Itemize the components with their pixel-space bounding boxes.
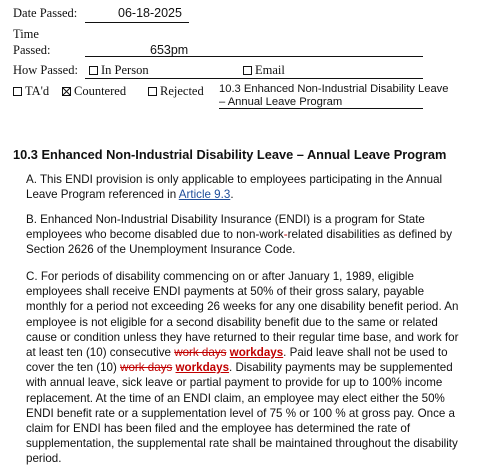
deleted-text: work days	[174, 346, 227, 360]
section-heading: 10.3 Enhanced Non-Industrial Disability Leave – Annual Leave Program	[13, 147, 447, 162]
inserted-text: workdays	[229, 346, 284, 360]
rejected-checkbox[interactable]	[148, 87, 157, 96]
proposal-ref-line-2: – Annual Leave Program	[219, 96, 343, 108]
edit-insert-mark: -	[283, 228, 288, 242]
in-person-option[interactable]	[89, 63, 149, 78]
tad-label: TA'd	[25, 84, 50, 98]
countered-option[interactable]	[62, 84, 126, 99]
inserted-text: workdays	[175, 361, 230, 375]
how-underline	[85, 78, 423, 79]
rejected-label: Rejected	[160, 84, 204, 98]
paragraph-b-line: B. Enhanced Non-Industrial Disability Insurance (ENDI) is a program for State	[26, 213, 425, 226]
date-underline	[85, 22, 189, 23]
paragraph-a	[26, 172, 471, 202]
paragraph-c-line: monthly for a period not exceeding 26 weeks for any one disability benefit period. An	[26, 300, 459, 314]
paragraph-b	[26, 212, 471, 258]
time-passed-value: 653pm	[150, 43, 189, 57]
paragraph-c-line: replacement. At the time of an ENDI claim, an employee may elect either the 50%	[26, 391, 445, 405]
paragraph-c-line: with annual leave, sick leave or partial payment to provide for up to 100% income	[26, 376, 443, 390]
paragraph-c	[26, 269, 471, 467]
paragraph-a-line: Leave Program referenced in Article 9.3.	[26, 188, 234, 202]
in-person-label: In Person	[101, 63, 149, 77]
time-underline	[85, 56, 423, 57]
countered-label: Countered	[74, 84, 127, 98]
date-passed-value: 06-18-2025	[118, 6, 182, 20]
paragraph-c-line: cause or condition unless they have returned to their regular time base, and work for	[26, 330, 459, 344]
paragraph-b-line: employees who become disabled due to non-work-related disabilities as defined by	[26, 228, 453, 242]
paragraph-c-line: cover the ten (10) work days workdays. Disability payments may be supplemented	[26, 361, 453, 375]
reference-underline	[219, 108, 423, 109]
date-passed-label: Date Passed:	[13, 6, 78, 20]
article-9-3-link[interactable]: Article 9.3	[178, 188, 231, 202]
countered-checkbox[interactable]	[62, 87, 71, 96]
paragraph-c-line: supplementation, the supplemental rate shall be maintained throughout the disability	[26, 437, 458, 451]
paragraph-b-line: Section 2626 of the Unemployment Insurance Code.	[26, 243, 296, 257]
paragraph-a-line: A. This ENDI provision is only applicable to employees participating in the Annual	[26, 173, 443, 186]
deleted-text: work days	[120, 361, 173, 375]
paragraph-c-line: C. For periods of disability commencing on or after January 1, 1989, eligible	[26, 270, 414, 283]
paragraph-c-line: ENDI benefit rate or a supplementation level of 75 % or 100 % at gross pay. Once a	[26, 406, 455, 420]
paragraph-c-line: employees shall receive ENDI payments at 50% of their gross salary, payable	[26, 285, 425, 299]
paragraph-c-line: claim for ENDI has been filed and the employee has determined the rate of	[26, 422, 411, 436]
tad-option[interactable]	[13, 84, 49, 99]
rejected-option[interactable]	[148, 84, 204, 99]
email-option[interactable]	[243, 63, 285, 78]
email-checkbox[interactable]	[243, 66, 252, 75]
paragraph-c-line: at least ten (10) consecutive work days workdays. Paid leave shall not be used to	[26, 346, 448, 360]
passed-label: Passed:	[13, 43, 51, 57]
time-label: Time	[13, 27, 39, 41]
how-passed-label: How Passed:	[13, 63, 78, 77]
proposal-ref-line-1: 10.3 Enhanced Non-Industrial Disability Leave	[219, 83, 449, 95]
tad-checkbox[interactable]	[13, 87, 22, 96]
paragraph-c-line: employee is not eligible for a second disability benefit due to the same or related	[26, 315, 438, 329]
email-label: Email	[255, 63, 285, 77]
in-person-checkbox[interactable]	[89, 66, 98, 75]
paragraph-c-line: period.	[26, 452, 62, 466]
